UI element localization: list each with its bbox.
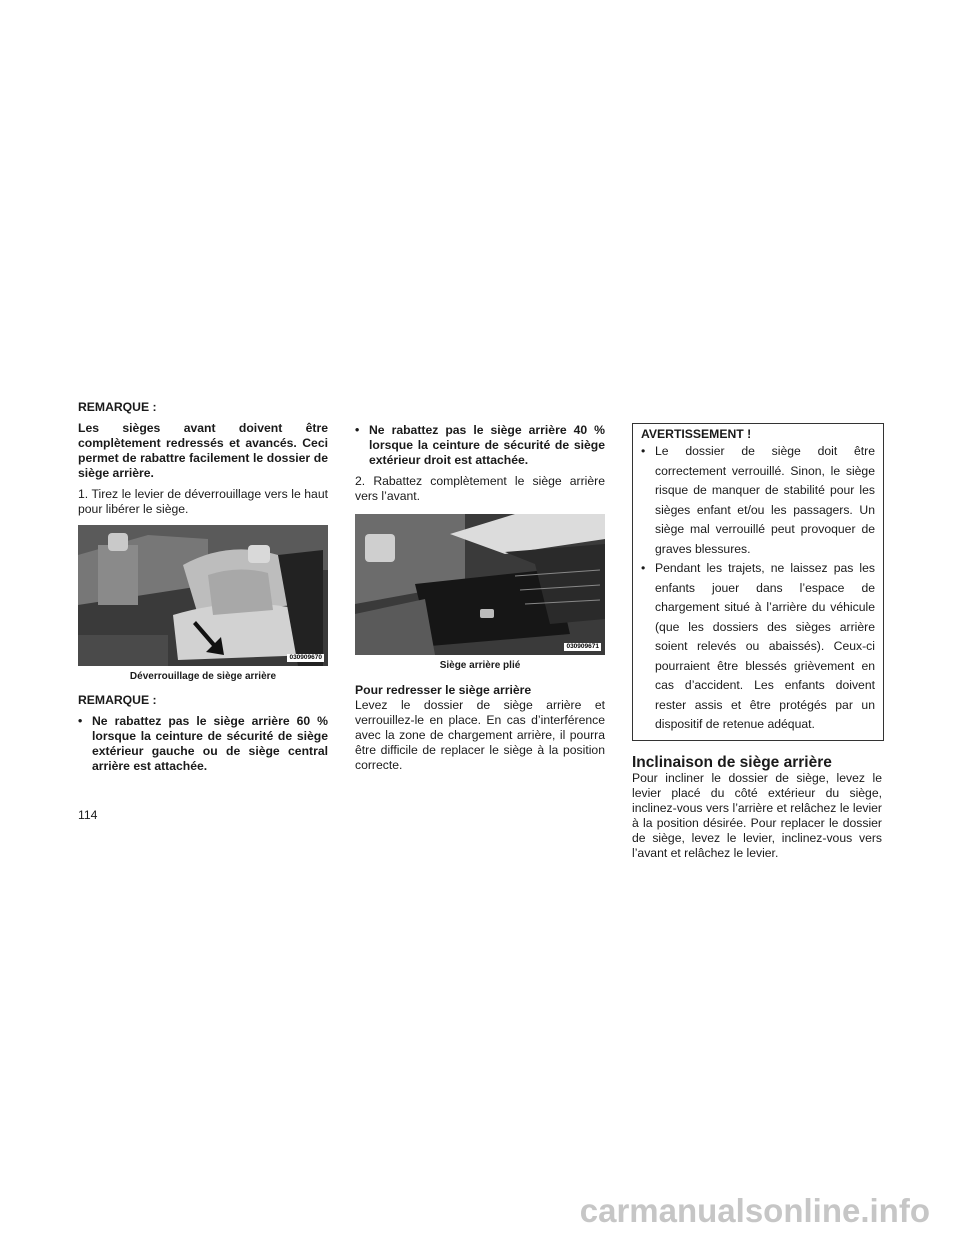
warning-item [641,559,875,735]
left-column [78,400,328,774]
step-1-number: 1. [78,487,89,501]
bullet-item [78,714,328,774]
step-2-text: Rabattez complètement le siège arrière vers l’avant. [355,474,605,503]
section-heading: Inclinaison de siège arrière [632,753,832,771]
bullet-text: Ne rabattez pas le siège arrière 60 % lorsque la ceinture de sécurité de siège extérieur gauche ou de siège central arrière est attachée. [92,714,328,773]
section-title: Pour redresser le siège arrière [355,683,532,697]
note-title: REMARQUE : [78,693,157,707]
step-2 [355,474,605,504]
warning-item [641,442,875,559]
photo-caption: Déverrouillage de siège arrière [129,671,277,682]
right-column [632,423,882,861]
warning-item-text: Le dossier de siège doit être correctement verrouillé. Sinon, le siège risque de manquer de stabilité pour les sièges enfant et/ou les passagers. Un siège mal verrouillé peut provoquer de graves blessures. [655,444,875,556]
warning-title: AVERTISSEMENT ! [641,427,752,441]
folded-rear-seat-photo [355,514,605,655]
photo-code: 030909670 [289,654,322,661]
middle-column [355,423,605,773]
bullet-icon: • [355,423,360,437]
page-number: 114 [78,808,98,822]
bullet-icon: • [78,714,83,728]
warning-box [632,423,884,741]
bullet-text: Ne rabattez pas le siège arrière 40 % lorsque la ceinture de sécurité de siège extérieur droit est attachée. [369,423,605,467]
note-title: REMARQUE : [78,400,157,414]
step-1-text: Tirez le levier de déverrouillage vers le haut pour libérer le siège. [78,487,328,516]
step-2-number: 2. [355,474,366,488]
photo-code: 030909671 [566,643,599,650]
bullet-item [355,423,605,468]
section-body: Pour incliner le dossier de siège, levez le levier placé du côté extérieur du siège, inclinez-vous vers l’arrière et relâchez le levier à la position désirée. Pour replacer le dossier de siège, levez le levier, inclinez-vous vers l’avant et relâchez le levier. [632,770,882,860]
section-body: Levez le dossier de siège arrière et verrouillez-le en place. En cas d’interférence avec la zone de chargement arrière, il pourra être difficile de replacer le siège à la position correcte. [355,698,605,772]
watermark: carmanualsonline.info [579,1192,930,1229]
rear-seat-release-photo [78,525,328,666]
step-1 [78,487,328,517]
photo-caption: Siège arrière plié [439,660,521,671]
bullet-icon: • [641,444,646,458]
note-body: Les sièges avant doivent être complètement redressés et avancés. Ceci permet de rabattre facilement le dossier de siège arrière. [78,421,328,480]
bullet-icon: • [641,561,646,575]
warning-item-text: Pendant les trajets, ne laissez pas les enfants jouer dans l’espace de chargement situé à l’arrière du véhicule (que les dossiers des sièges arrière soient relevés ou abaissés). Ceux-ci pourraient être blessés grièvement en cas d’accident. Les enfants doivent rester assis et être protégés par un dispositif de retenue adéquat. [655,561,875,731]
